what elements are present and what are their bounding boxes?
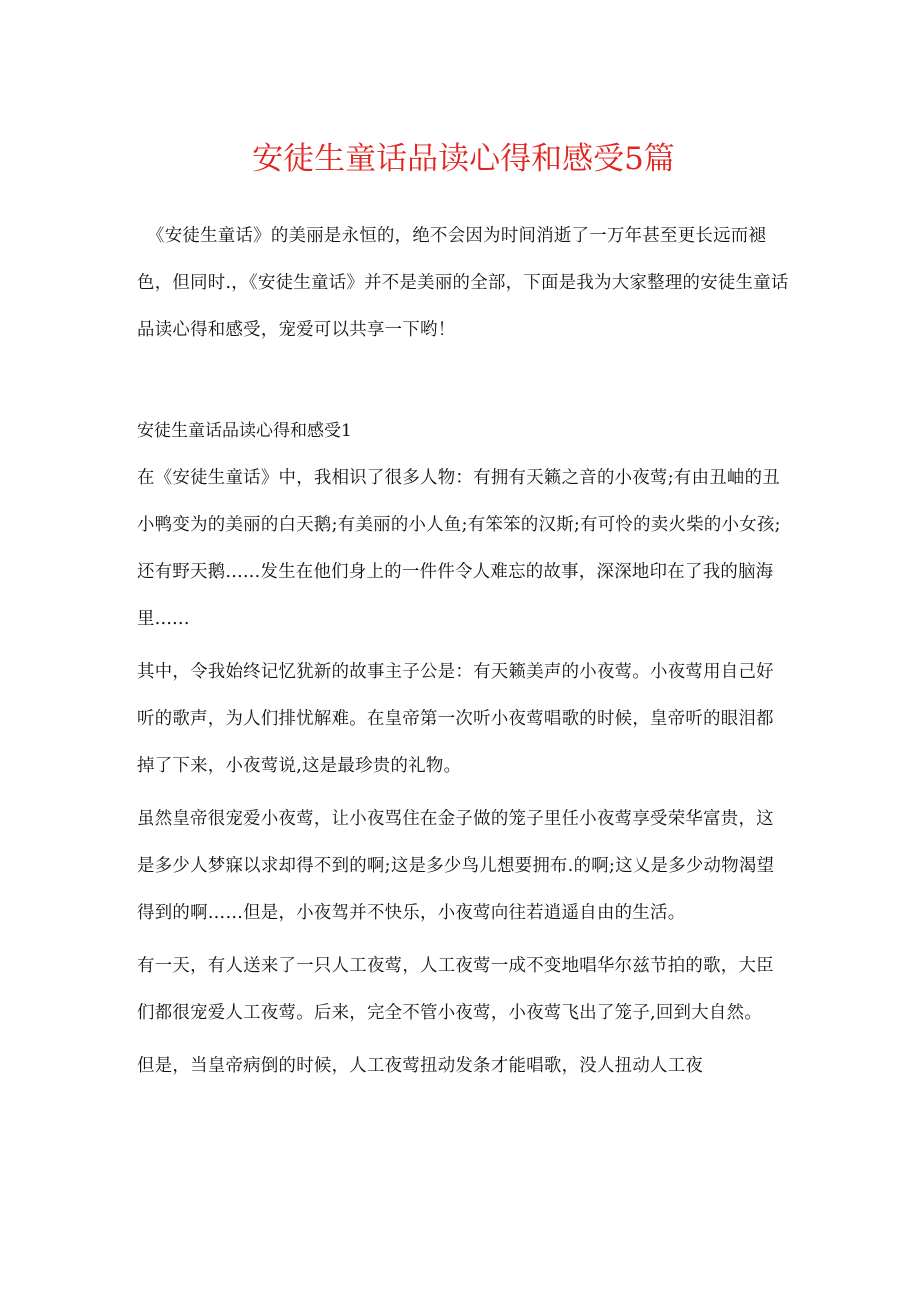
section-heading: 安徒生童话品读心得和感受1 [137,421,352,441]
body-paragraph-2: 其中，令我始终记忆犹新的故事主子公是：有天籁美声的小夜莺。小夜莺用自己好听的歌声，为人们排忧解难。在皇帝第一次听小夜莺唱歌的时候，皇帝听的眼泪都掉了下来，小夜莺说,这是最珍贵的礼物。 [137,662,774,776]
body-paragraph-1: 在《安徒生童话》中，我相识了很多人物：有拥有天籁之音的小夜莺;有由丑岫的丑小鸭变为的美丽的白天鹅;有美丽的小人鱼;有笨笨的汉斯;有可怜的卖火柴的小女孩;还有野天鹅......发生在他们身上的一件件令人难忘的故事，深深地印在了我的脑海里...... [137,468,781,629]
body-paragraph-5: 但是，当皇帝病倒的时候，人工夜莺扭动发条才能唱歌，没人扭动人工夜 [137,1056,704,1076]
body-paragraph-4: 有一天，有人送来了一只人工夜莺，人工夜莺一成不变地唱华尔兹节拍的歌，大臣们都很宠爱人工夜莺。后来，完全不管小夜莺，小夜莺飞出了笼子,回到大自然。 [137,956,774,1023]
document-title: 安徒生童话品读心得和感受5篇 [252,141,675,177]
intro-paragraph: 《安徒生童话》的美丽是永恒的，绝不会因为时间消逝了一万年甚至更长远而褪色，但同时.，《安徒生童话》并不是美丽的全部，下面是我为大家整理的安徒生童话品读心得和感受，宠爱可以共享一下哟！ [137,226,789,340]
body-paragraph-3: 虽然皇帝很宠爱小夜莺，让小夜骂住在金子做的笼子里任小夜莺享受荣华富贵，这是多少人梦寐以求却得不到的啊;这是多少鸟儿想要拥布.的啊;这乂是多少动物渴望得到的啊……但是，小夜驾并不快乐，小夜莺向往若逍遥自由的生活。 [137,809,775,923]
